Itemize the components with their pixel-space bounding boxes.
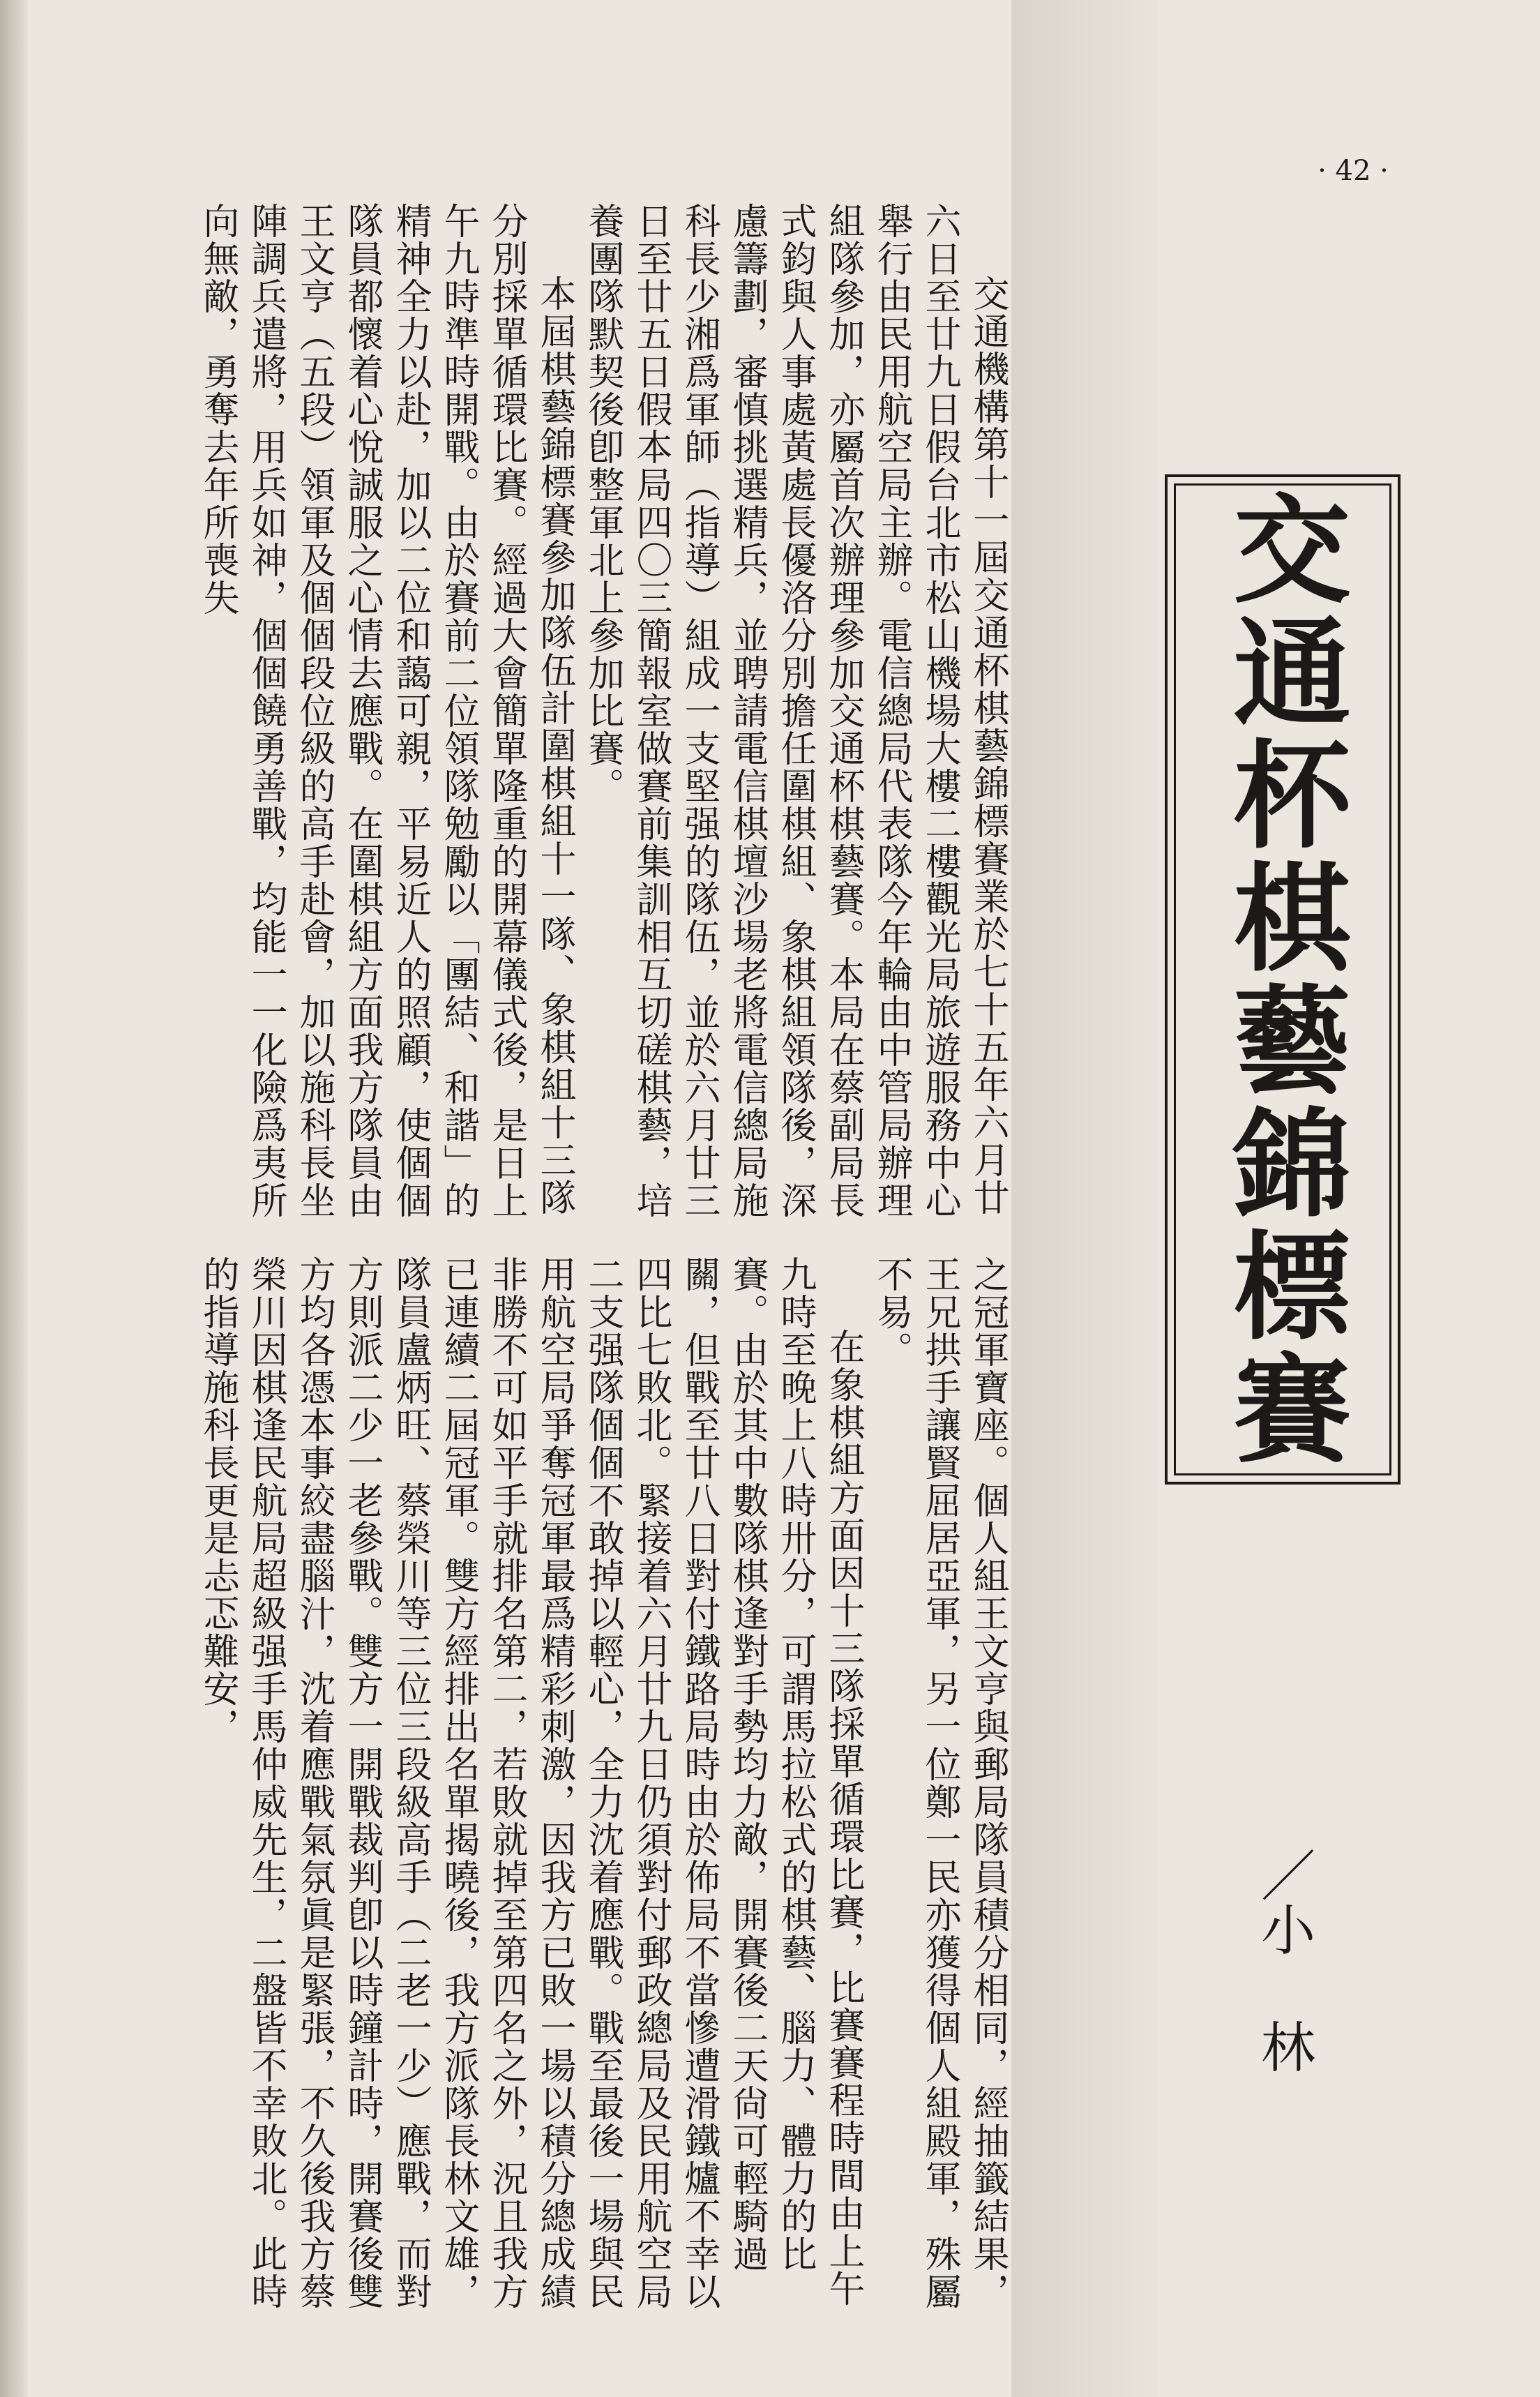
facing-page-bleed (1011, 0, 1158, 2397)
article-body-top (7, 202, 1011, 1221)
page-number: · 42 · (1318, 155, 1389, 187)
paragraph-tournament: 本屆棋藝錦標賽參加隊伍計圍棋組十一隊、象棋組十三隊分別採單循環比賽。經過大會簡單隆重的開幕儀式後，是日上午九時準時開戰。由於賽前二位領隊勉勵以「團結、和諧」的精神全力以赴，加以二位和藹可親，平易近人的照顧，使個個隊員都懷着心悅誠服之心情去應戰。在圍棋組方面我方隊員由王文亨（五段）領軍及個個段位級的高手赴會，加以施科長坐陣調兵遣將，用兵如神，個個饒勇善戰，均能一一化險爲夷所向無敵，勇奪去年所喪失 (197, 202, 575, 1219)
paragraph-chess-results: 在象棋組方面因十三隊採單循環比賽，比賽賽程時間由上午九時至晚上八時卅分，可謂馬拉松式的棋藝、腦力、體力的比賽。由於其中數隊棋逢對手勢均力敵，開賽後二天尙可輕騎過關，但戰至廿八日對付鐵路局時由於佈局不當慘遭滑鐵爐不幸以四比七敗北。緊接着六月廿九日仍須對付郵政總局及民用航空局二支强隊個個不敢掉以輕心，全力沈着應戰。戰至最後一場與民用航空局爭奪冠軍最爲精彩刺激，因我方已敗一場以積分總成績非勝不可如平手就排名第二，若敗就掉至第四名之外，況且我方已連續二屆冠軍。雙方經排出名單揭曉後，我方派隊長林文雄，隊員盧炳旺、蔡榮川等三位三段級高手（二老一少）應戰，而對方則派二少一老參戰。雙方一開戰裁判卽以時鐘計時，開賽後雙方均各憑本事絞盡腦汁，沈着應戰氣氛眞是緊張，不久後我方蔡榮川因棋逢民航局超級强手馬仲威先生，二盤皆不幸敗北。此時的指導施科長更是忐忑難安， (197, 1256, 864, 2310)
paragraph-opening: 交通機構第十一屆交通杯棋藝錦標賽業於七十五年六月廿六日至廿九日假台北市松山機場大樓二樓觀光局旅遊服務中心舉行由民用航空局主辦。電信總局代表隊今年輪由中管局辦理組隊參加，亦屬首次辦理參加交通杯棋藝賽。本局在蔡副局長式鈞與人事處黃處長優洛分別擔任圍棋組、象棋組領隊後，深慮籌劃，審慎挑選精兵，並聘請電信棋壇沙場老將電信總局施科長少湘爲軍師（指導）組成一支堅强的隊伍，並於六月廿三日至廿五日假本局四〇三簡報室做賽前集訓相互切磋棋藝，培養團隊默契後卽整軍北上參加比賽。 (582, 202, 1009, 1219)
title-frame (1165, 474, 1401, 1485)
article-title: 交通杯棋藝錦標賽 (1214, 488, 1351, 1471)
article-body-bottom (7, 1256, 1011, 2316)
author-byline: ／小 林 (1252, 1847, 1315, 2073)
paragraph-go-results: 之冠軍寶座。個人組王文亨與郵局隊員積分相同，經抽籤結果，王兄拱手讓賢屈居亞軍，另一位鄭一民亦獲得個人組殿軍，殊屬不易。 (870, 1256, 1009, 2310)
